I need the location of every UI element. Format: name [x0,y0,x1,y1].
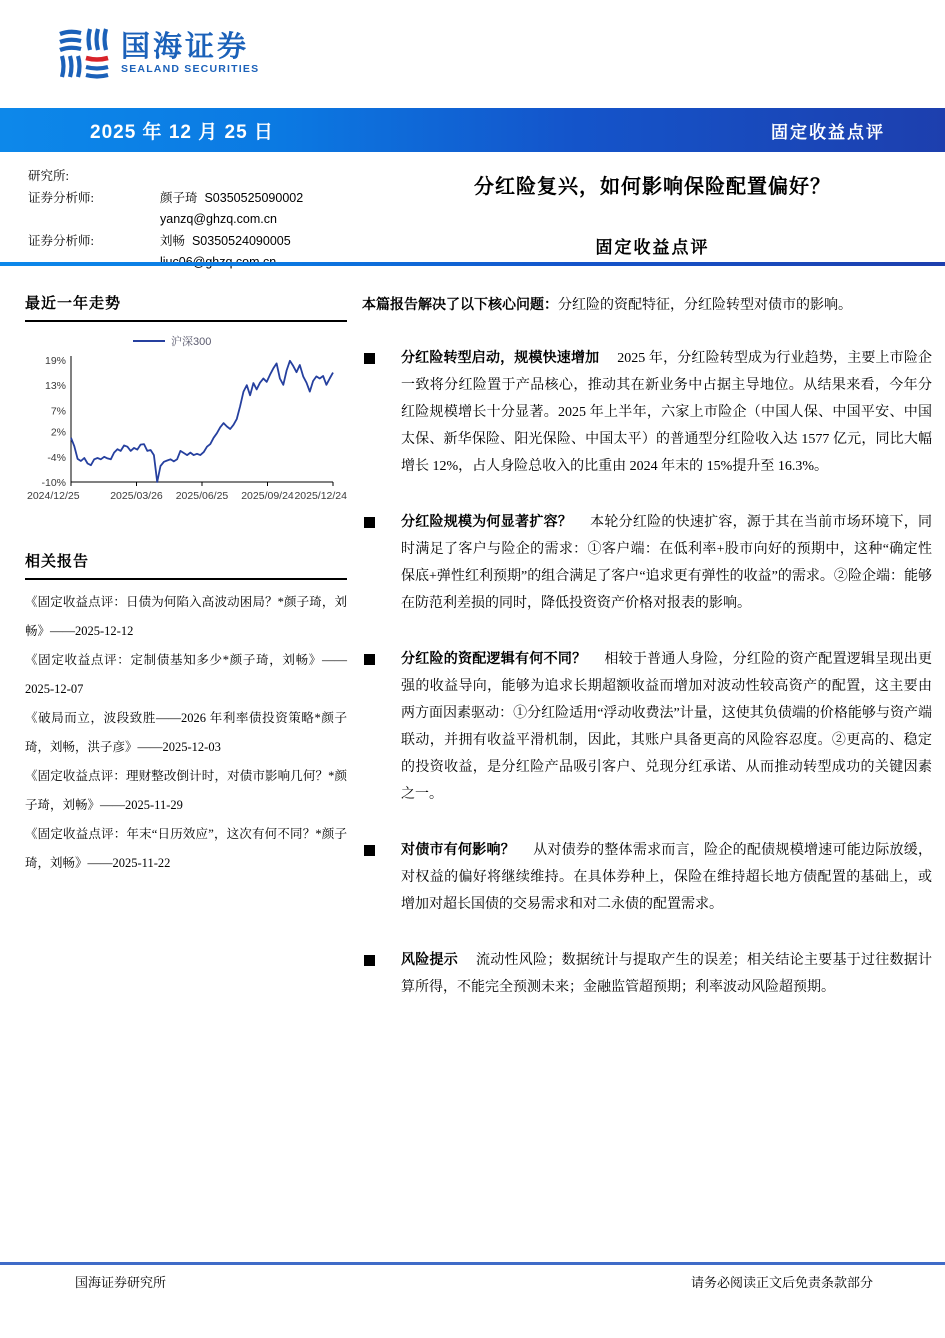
footer-divider [0,1262,945,1265]
analyst-info [28,166,358,274]
bullet-body: 本轮分红险的快速扩容，源于其在当前市场环境下，同时满足了客户与险企的需求：①客户端：在低利率+股市向好的预期中，这种“确定性保底+弹性红利预期”的组合满足了客户“追求更有弹性的收益”的需求。②险企端：能够在防范利差损的同时，降低投资资产价格对报表的影响。 [401,515,933,611]
trend-heading: 最近一年走势 [25,292,347,322]
reports-heading: 相关报告 [25,550,347,580]
bullet-section-4 [362,837,932,918]
report-subtitle: 固定收益点评 [595,238,710,257]
intro-lead: 本篇报告解决了以下核心问题： [362,298,558,313]
analyst-email: yanzq@ghzq.com.cn [160,212,277,226]
svg-text:2025/03/26: 2025/03/26 [110,490,163,502]
related-reports-list [25,588,347,878]
institute-label: 研究所: [28,169,69,183]
svg-text:2%: 2% [50,426,66,439]
bullet-section-5 [362,947,932,1001]
hs300-line-chart [25,330,347,515]
sealand-logo-icon [57,27,111,81]
analyst-id: S0350524090005 [191,233,291,248]
report-item: 《破局而立，波段致胜——2026 年利率债投资策略*颜子琦，刘畅，洪子彦》——2025-12-03 [25,711,347,754]
bullet-heading: 对债市有何影响？ [401,843,516,858]
analyst-name: 颜子琦 [160,190,198,205]
bullet-heading: 风险提示 [401,953,459,968]
footer-disclaimer: 请务必阅读正文后免责条款部分 [690,1275,873,1290]
svg-text:-4%: -4% [47,451,66,464]
main-content [362,292,932,1030]
report-category: 固定收益点评 [771,122,885,142]
square-bullet-icon [364,845,375,856]
analyst-label: 证券分析师: [28,233,94,248]
square-bullet-icon [364,654,375,665]
bullet-heading: 分红险转型启动，规模快速增加 [401,351,600,366]
bullet-heading: 分红险规模为何显著扩容？ [401,515,573,530]
square-bullet-icon [364,955,375,966]
svg-text:2025/09/24: 2025/09/24 [241,490,294,502]
company-logo [57,27,259,81]
bullet-heading: 分红险的资配逻辑有何不同？ [401,652,587,667]
svg-text:沪深300: 沪深300 [171,336,212,348]
company-name-cn: 国海证券 [121,31,250,63]
square-bullet-icon [364,517,375,528]
svg-text:-10%: -10% [41,477,66,489]
analyst-label: 证券分析师: [28,190,94,205]
svg-text:13%: 13% [44,380,66,393]
intro-rest: 分红险的资配特征，分红险转型对债市的影响。 [558,298,852,313]
intro-paragraph [362,292,932,319]
svg-text:2024/12/25: 2024/12/25 [27,490,80,502]
sidebar [25,292,347,878]
bullet-body: 2025 年，分红险转型成为行业趋势，主要上市险企一致将分红险置于产品核心，推动其在新业务中占据主导地位。从结果来看，今年分红险规模增长十分显著。2025 年上半年，六家上市险企（中国人保、中国平安、中国太保、新华保险、阳光保险、中国太平）的普通型分红险收入达 1577 亿元，同比大幅增长 12%，占人身险总收入的比重由 2024 年末的 15%提升至 16.3%。 [401,351,932,474]
svg-text:7%: 7% [50,405,66,418]
bullet-body: 流动性风险；数据统计与提取产生的误差；相关结论主要基于过往数据计算所得，不能完全预测未来；金融监管超预期；利率波动风险超预期。 [401,953,933,995]
bullet-section-3 [362,646,932,808]
square-bullet-icon [364,353,375,364]
analyst-name: 刘畅 [160,233,186,248]
footer-institute: 国海证券研究所 [75,1275,167,1290]
report-item: 《固定收益点评：日债为何陷入高波动困局？*颜子琦，刘畅》——2025-12-12 [25,595,347,638]
svg-text:2025/06/25: 2025/06/25 [175,490,229,502]
report-date: 2025 年 12 月 25 日 [90,121,274,143]
report-header-bar [0,108,945,152]
bullet-section-1 [362,345,932,480]
footer [0,1272,945,1291]
report-item: 《固定收益点评：定制债基知多少*颜子琦，刘畅》——2025-12-07 [25,653,347,696]
report-item: 《固定收益点评：年末“日历效应”，这次有何不同？*颜子琦，刘畅》——2025-11-22 [25,827,347,870]
header-divider [0,262,945,266]
bullet-body: 相较于普通人身险，分红险的资产配置逻辑呈现出更强的收益导向，能够为追求长期超额收益而增加对波动性较高资产的配置，这主要由两方面因素驱动：①分红险适用“浮动收费法”计量，这使其负债端的价格能够与资产端联动，并拥有收益平滑机制，因此，其账户具备更高的风险容忍度。②更高的、稳定的投资收益，是分红险产品吸引客户、兑现分红承诺、从而推动转型成功的关键因素之一。 [401,652,932,802]
analyst-id: S0350525090002 [204,190,304,205]
company-name-en: SEALAND SECURITIES [121,63,260,75]
report-title: 分红险复兴，如何影响保险配置偏好？ [474,176,831,198]
svg-text:19%: 19% [44,355,66,367]
report-item: 《固定收益点评：理财整改倒计时，对债市影响几何？*颜子琦，刘畅》——2025-11-29 [25,769,347,812]
svg-text:2025/12/24: 2025/12/24 [294,490,347,502]
trend-chart [25,330,347,520]
bullet-section-2 [362,509,932,617]
title-block [360,170,945,258]
bullet-body: 从对债券的整体需求而言，险企的配债规模增速可能边际放缓，对权益的偏好将继续维持。在具体券种上，保险在维持超长地方债配置的基础上，或增加对超长国债的交易需求和对二永债的配置需求。 [401,843,933,912]
